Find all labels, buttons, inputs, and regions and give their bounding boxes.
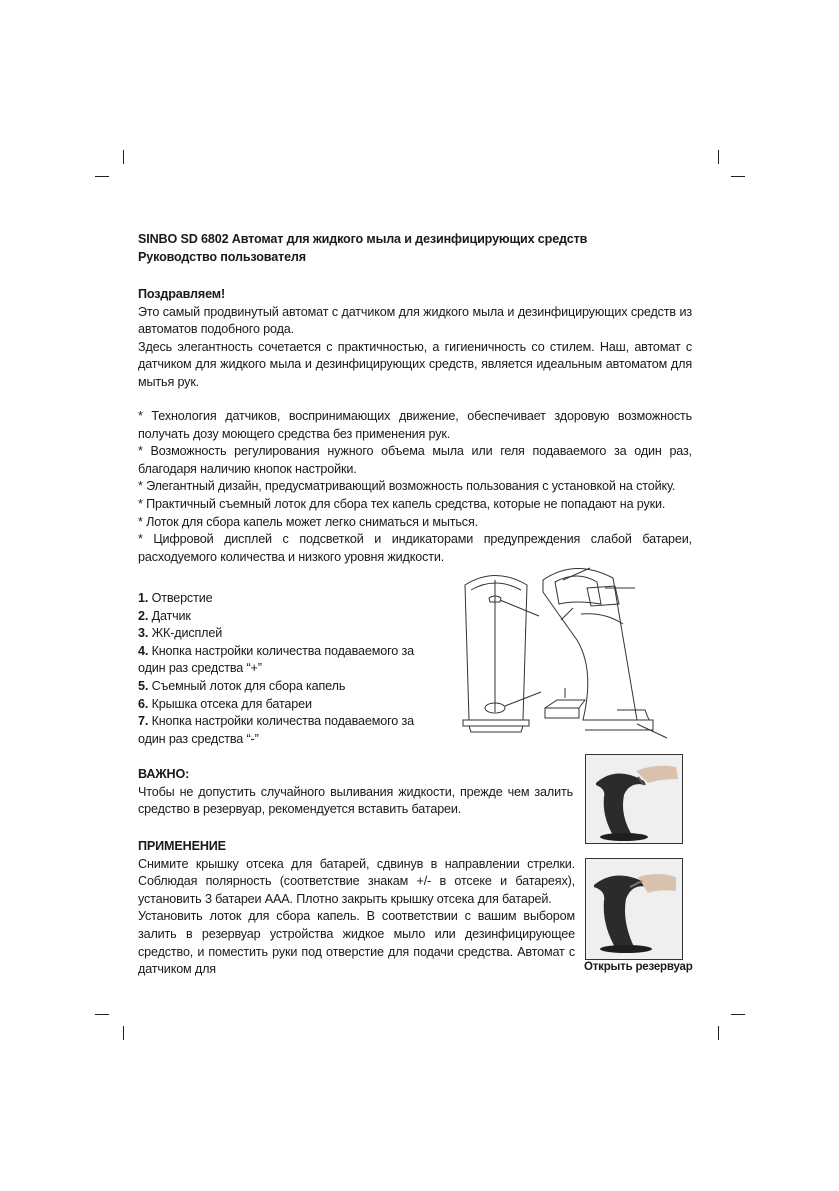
crop-mark: [123, 150, 124, 164]
part-item: 3. ЖК-дисплей: [138, 626, 223, 641]
part-item-continuation: один раз средства “-”: [138, 731, 259, 746]
intro-paragraph-2: Здесь элегантность сочетается с практичностью, а гигиеничность со стилем. Наш, автомат с датчиком для жидкого мыла и дезинфицирующих средств, является идеальным автоматом для мытья рук.: [138, 339, 692, 389]
crop-mark: [95, 1014, 109, 1015]
part-item: 6. Крышка отсека для батареи: [138, 696, 312, 711]
feature-item: * Возможность регулирования нужного объема мыла или геля подаваемого за один раз, благодаря наличию кнопок настройки.: [138, 444, 692, 476]
feature-item: * Элегантный дизайн, предусматривающий возможность пользования с установкой на стойку.: [138, 479, 676, 494]
part-item-continuation: один раз средства “+”: [138, 661, 262, 676]
document-title: SINBO SD 6802 Автомат для жидкого мыла и дезинфицирующих средств: [138, 232, 588, 246]
crop-mark: [718, 150, 719, 164]
usage-paragraph-1: Снимите крышку отсека для батарей, сдвинув в направлении стрелки. Соблюдая полярность (соответствие знакам +/- в отсеке и батареях), установить 3 батареи ААА. Плотно закрыть крышку отсека для батарей.: [138, 856, 575, 906]
feature-item: * Цифровой дисплей с подсветкой и индикаторами предупреждения слабой батареи, расходуемого количества и низкого уровня жидкости.: [138, 532, 692, 564]
dispenser-photo: [585, 858, 683, 960]
crop-mark: [731, 1014, 745, 1015]
usage-paragraph-2: Установить лоток для сбора капель. В соответствии с вашим выбором залить в резервуар устройства жидкое мыло или дезинфицирующее средство, и поместить руки под отверстие для подачи средства. Автомат с датчиком для: [138, 909, 575, 977]
intro-paragraph-1: Это самый продвинутый автомат с датчиком для жидкого мыла и дезинфицирующих средств из автоматов подобного рода.: [138, 304, 692, 337]
document-subtitle: Руководство пользователя: [138, 249, 306, 264]
intro-heading: Поздравляем!: [138, 287, 226, 301]
crop-mark: [123, 1026, 124, 1040]
usage-heading: ПРИМЕНЕНИЕ: [138, 839, 226, 853]
part-item: 1. Отверстие: [138, 591, 213, 605]
part-item: 4. Кнопка настройки количества подаваемого за: [138, 643, 414, 658]
crop-mark: [718, 1026, 719, 1040]
important-heading: ВАЖНО:: [138, 767, 190, 781]
feature-item: * Практичный съемный лоток для сбора тех капель средства, которые не попадают на руки.: [138, 496, 666, 511]
dispenser-diagram: [445, 560, 695, 740]
crop-mark: [731, 176, 745, 177]
crop-mark: [95, 176, 109, 177]
important-text: Чтобы не допустить случайного выливания жидкости, прежде чем залить средство в резервуар, рекомендуется вставить батареи.: [138, 784, 573, 817]
dispenser-photo: [585, 754, 683, 844]
feature-item: * Технология датчиков, воспринимающих движение, обеспечивает здоровую возможность получать дозу моющего средства без применения рук.: [138, 409, 692, 441]
photo-caption: Открыть резервуар: [584, 961, 693, 973]
part-item: 5. Съемный лоток для сбора капель: [138, 678, 346, 693]
part-item: 2. Датчик: [138, 608, 191, 623]
feature-item: * Лоток для сбора капель может легко сниматься и мыться.: [138, 514, 478, 529]
part-item: 7. Кнопка настройки количества подаваемого за: [138, 714, 414, 729]
